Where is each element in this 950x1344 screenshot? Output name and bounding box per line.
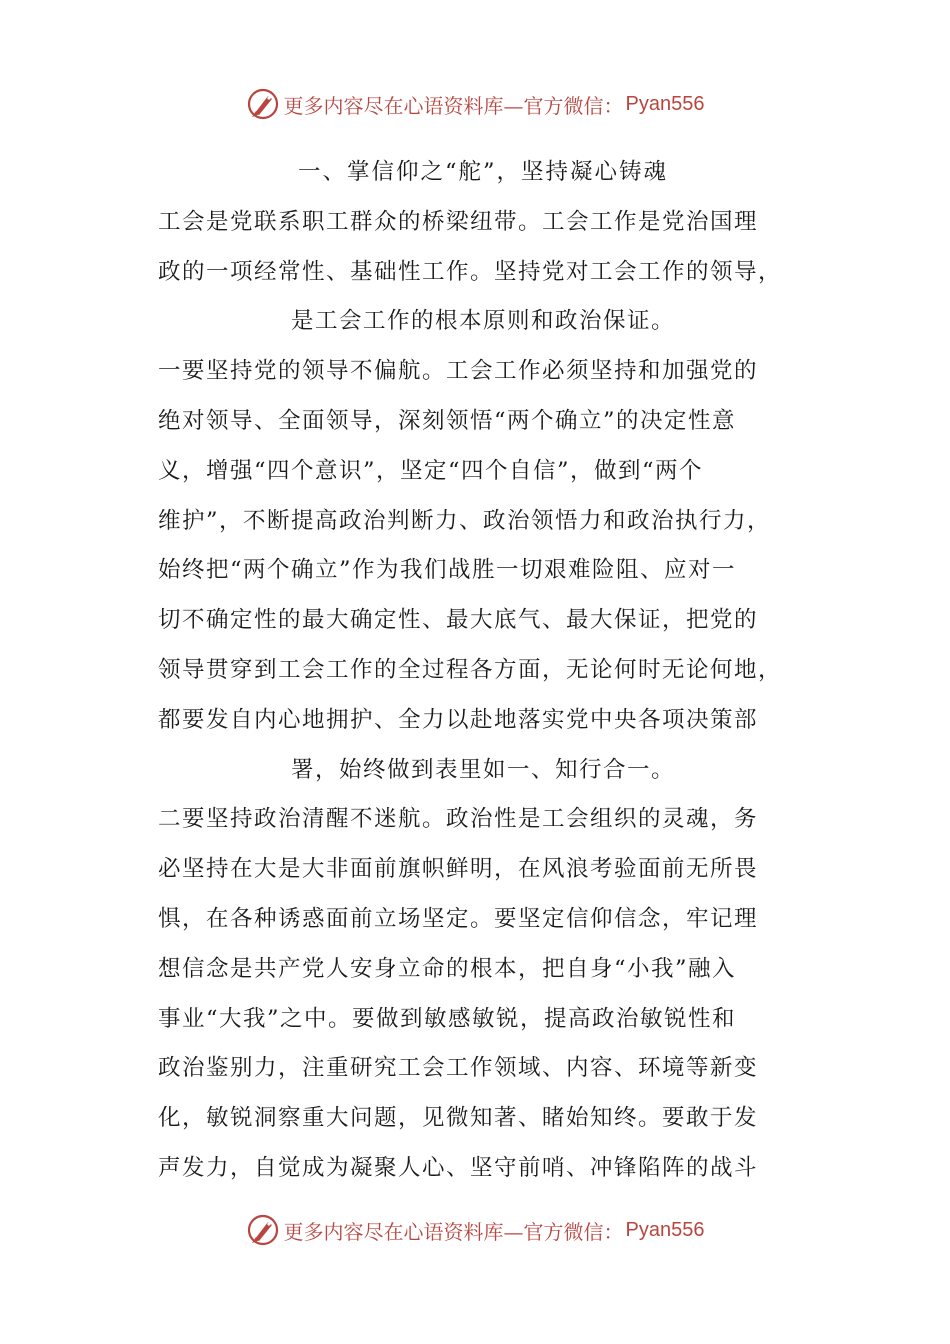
banner-wechat-id: Pyan556 [625, 92, 705, 115]
text-line: 惧，在各种诱惑面前立场坚定。要坚定信仰信念，牢记理 [158, 905, 759, 932]
text-line: 一要坚持党的领导不偏航。工会工作必须坚持和加强党的 [158, 358, 759, 385]
text-line: 工会是党联系职工群众的桥梁纽带。工会工作是党治国理 [158, 208, 759, 235]
banner-text: 更多内容尽在心语资料库—官方微信： [283, 93, 624, 118]
pen-nib-logo-icon [246, 87, 280, 121]
text-line: 化，敏锐洞察重大问题，见微知著、睹始知终。要敢于发 [158, 1105, 759, 1132]
pen-nib-logo-icon [246, 1213, 280, 1247]
footer-watermark-banner [0, 1210, 950, 1250]
text-line: 义，增强“四个意识”，坚定“四个自信”，做到“两个 [158, 457, 704, 484]
banner-text: 更多内容尽在心语资料库—官方微信： [283, 1219, 624, 1244]
document-body [158, 148, 808, 1194]
text-line: 是工会工作的根本原则和政治保证。 [290, 308, 675, 335]
text-line: 始终把“两个确立”作为我们战胜一切艰难险阻、应对一 [158, 557, 737, 584]
text-line: 二要坚持政治清醒不迷航。政治性是工会组织的灵魂，务 [158, 806, 759, 833]
text-line: 声发力，自觉成为凝聚人心、坚守前哨、冲锋陷阵的战斗 [158, 1154, 759, 1181]
text-line: 政治鉴别力，注重研究工会工作领域、内容、环境等新变 [158, 1055, 759, 1082]
text-line: 署，始终做到表里如一、知行合一。 [290, 756, 675, 783]
text-line: 都要发自内心地拥护、全力以赴地落实党中央各项决策部 [158, 706, 759, 733]
text-line: 必坚持在大是大非面前旗帜鲜明，在风浪考验面前无所畏 [158, 856, 759, 883]
header-watermark-banner [0, 84, 950, 124]
text-line: 事业“大我”之中。要做到敏感敏锐，提高政治敏锐性和 [158, 1005, 737, 1032]
text-line: 切不确定性的最大确定性、最大底气、最大保证，把党的 [158, 607, 759, 634]
text-line: 政的一项经常性、基础性工作。坚持党对工会工作的领导， [158, 258, 783, 285]
text-line: 想信念是共产党人安身立命的根本，把自身“小我”融入 [158, 955, 737, 982]
banner-wechat-id: Pyan556 [625, 1218, 705, 1241]
section-heading: 一、掌信仰之“舵”，坚持凝心铸魂 [297, 159, 668, 185]
text-line: 维护”，不断提高政治判断力、政治领悟力和政治执行力， [158, 507, 772, 534]
text-line: 领导贯穿到工会工作的全过程各方面，无论何时无论何地， [158, 656, 783, 683]
text-line: 绝对领导、全面领导，深刻领悟“两个确立”的决定性意 [158, 407, 737, 434]
